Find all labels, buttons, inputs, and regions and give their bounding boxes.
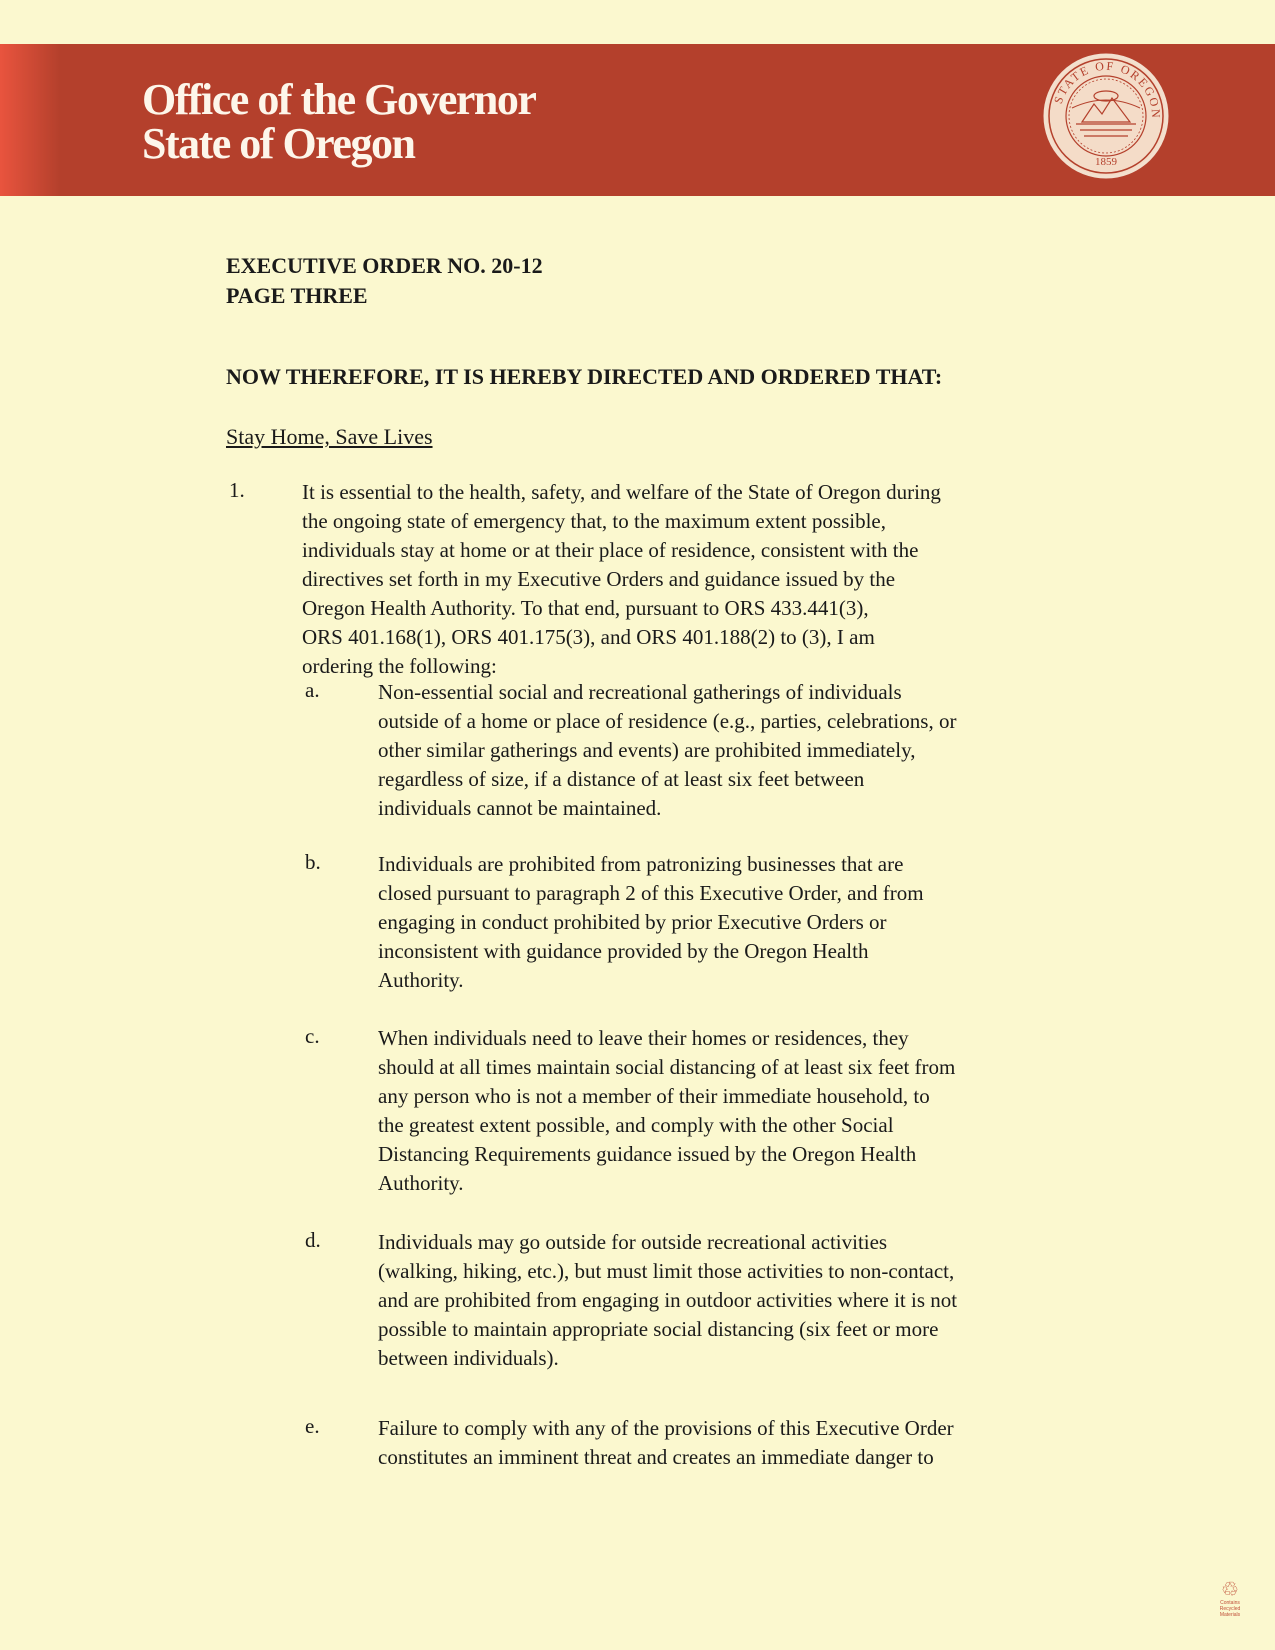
subparagraph-d-text — [378, 1228, 1078, 1373]
subparagraph-c-text — [378, 1024, 1078, 1198]
text-line: and are prohibited from engaging in outdoor activities where it is not — [378, 1288, 958, 1312]
subparagraph-c-letter: c. — [305, 1024, 320, 1048]
text-line: Authority. — [378, 968, 464, 992]
subparagraph-a-letter: a. — [305, 678, 320, 702]
text-line: regardless of size, if a distance of at least six feet between — [378, 767, 865, 791]
text-line: constitutes an imminent threat and creates an immediate danger to — [378, 1445, 934, 1469]
text-line: ordering the following: — [302, 654, 497, 678]
paragraph-1-number: 1. — [229, 478, 245, 502]
text-line: Non-essential social and recreational gatherings of individuals — [378, 680, 902, 704]
seal-text-top: STATE OF OREGON — [1050, 58, 1164, 120]
text-line: individuals stay at home or at their place of residence, consistent with the — [302, 538, 919, 562]
order-number: EXECUTIVE ORDER NO. 20-12 — [226, 253, 543, 278]
text-line: Individuals are prohibited from patronizing businesses that are — [378, 852, 904, 876]
text-line: between individuals). — [378, 1346, 559, 1370]
directive-heading: NOW THEREFORE, IT IS HEREBY DIRECTED AND ORDERED THAT: — [226, 364, 943, 389]
seal-year: 1859 — [1095, 156, 1117, 168]
subparagraph-b-text — [378, 850, 1078, 995]
recycle-label: Contains Recycled Materials — [1219, 1600, 1241, 1618]
subparagraph-e-text — [378, 1414, 1078, 1472]
text-line: Oregon Health Authority. To that end, pursuant to ORS 433.441(3), — [302, 596, 869, 620]
text-line: Individuals may go outside for outside recreational activities — [378, 1230, 888, 1254]
text-line: closed pursuant to paragraph 2 of this Executive Order, and from — [378, 881, 924, 905]
text-line: possible to maintain appropriate social distancing (six feet or more — [378, 1317, 939, 1341]
text-line: Failure to comply with any of the provisions of this Executive Order — [378, 1416, 954, 1440]
recycled-paper-mark — [1215, 1580, 1245, 1630]
text-line: directives set forth in my Executive Orders and guidance issued by the — [302, 567, 896, 591]
text-line: outside of a home or place of residence (e.g., parties, celebrations, or — [378, 709, 957, 733]
subparagraph-a-text — [378, 678, 1078, 823]
text-line: any person who is not a member of their immediate household, to — [378, 1084, 930, 1108]
text-line: inconsistent with guidance provided by the Oregon Health — [378, 939, 869, 963]
text-line: Authority. — [378, 1171, 464, 1195]
office-title-line-2: State of Oregon — [142, 119, 415, 168]
text-line: (walking, hiking, etc.), but must limit those activities to non-contact, — [378, 1259, 955, 1283]
text-line: It is essential to the health, safety, and welfare of the State of Oregon during — [302, 480, 941, 504]
banner-edge-highlight — [0, 44, 60, 196]
subparagraph-e-letter: e. — [305, 1414, 320, 1438]
recycle-icon: ♲ — [1221, 1579, 1239, 1601]
section-heading: Stay Home, Save Lives — [226, 424, 433, 449]
order-header — [226, 251, 543, 311]
text-line: individuals cannot be maintained. — [378, 796, 662, 820]
state-seal-icon — [1042, 52, 1170, 180]
text-line: should at all times maintain social distancing of at least six feet from — [378, 1055, 956, 1079]
office-title — [142, 75, 536, 168]
page-label: PAGE THREE — [226, 283, 368, 308]
text-line: Distancing Requirements guidance issued by the Oregon Health — [378, 1142, 917, 1166]
subparagraph-b-letter: b. — [305, 850, 321, 874]
office-title-line-1: Office of the Governor — [142, 75, 536, 124]
text-line: the ongoing state of emergency that, to the maximum extent possible, — [302, 509, 886, 533]
subparagraph-d-letter: d. — [305, 1228, 321, 1252]
letterhead-banner — [0, 44, 1275, 196]
paragraph-1-text — [302, 478, 1072, 681]
text-line: the greatest extent possible, and comply with the other Social — [378, 1113, 894, 1137]
text-line: other similar gatherings and events) are prohibited immediately, — [378, 738, 916, 762]
text-line: ORS 401.168(1), ORS 401.175(3), and ORS 401.188(2) to (3), I am — [302, 625, 875, 649]
text-line: When individuals need to leave their homes or residences, they — [378, 1026, 909, 1050]
text-line: engaging in conduct prohibited by prior Executive Orders or — [378, 910, 887, 934]
